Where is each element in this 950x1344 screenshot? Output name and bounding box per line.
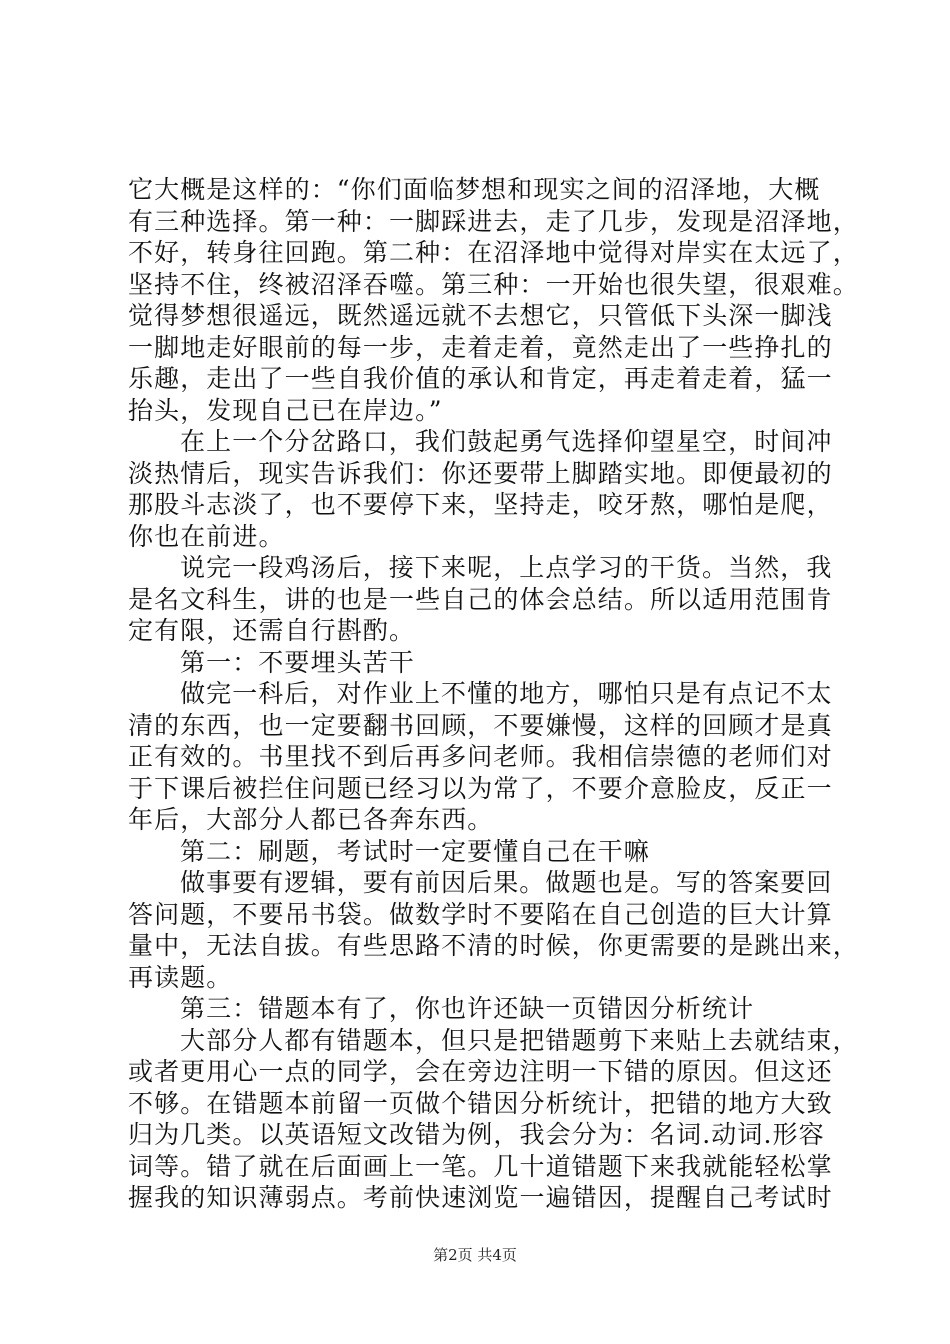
text-line: 定有限，还需自行斟酌。 <box>128 616 416 645</box>
text-line: 觉得梦想很遥远，既然遥远就不去想它，只管低下头深一脚浅 <box>128 301 833 330</box>
text-line: 一脚地走好眼前的每一步，走着走着，竟然走出了一些挣扎的 <box>128 332 833 362</box>
text-line: 你也在前进。 <box>128 521 285 551</box>
text-line: 不好，转身往回跑。第二种：在沼泽地中觉得对岸实在太远了， <box>128 238 859 267</box>
section-heading-first: 第一：不要埋头苦干 <box>180 647 415 677</box>
text-line: 抬头，发现自己已在岸边。” <box>128 395 443 425</box>
text-line: 那股斗志淡了，也不要停下来，坚持走，咬牙熬，哪怕是爬， <box>128 490 833 519</box>
text-line: 词等。错了就在后面画上一笔。几十道错题下来我就能轻松掌 <box>128 1151 833 1181</box>
text-line: 不够。在错题本前留一页做个错因分析统计，把错的地方大致 <box>128 1088 833 1118</box>
text-line: 量中，无法自拔。有些思路不清的时候，你更需要的是跳出来， <box>128 931 859 960</box>
section-heading-third: 第三：错题本有了，你也许还缺一页错因分析统计 <box>180 994 755 1023</box>
text-line: 它大概是这样的：“你们面临梦想和现实之间的沼泽地，大概 <box>128 175 821 204</box>
text-line: 坚持不住，终被沼泽吞噬。第三种：一开始也很失望，很艰难。 <box>128 269 859 299</box>
text-line: 或者更用心一点的同学，会在旁边注明一下错的原因。但这还 <box>128 1057 833 1086</box>
text-line: 握我的知识薄弱点。考前快速浏览一遍错因，提醒自己考试时 <box>128 1183 833 1212</box>
text-line: 答问题，不要吊书袋。做数学时不要陷在自己创造的巨大计算 <box>128 899 833 929</box>
paragraph-start-line: 做事要有逻辑，要有前因后果。做题也是。写的答案要回 <box>180 868 833 897</box>
paragraph-start-line: 说完一段鸡汤后，接下来呢，上点学习的干货。当然，我 <box>180 553 833 582</box>
paragraph-start-line: 在上一个分岔路口，我们鼓起勇气选择仰望星空，时间冲 <box>180 427 833 456</box>
text-line: 乐趣，走出了一些自我价值的承认和肯定，再走着走着，猛一 <box>128 364 833 393</box>
section-heading-second: 第二：刷题，考试时一定要懂自己在干嘛 <box>180 836 650 866</box>
paragraph-start-line: 大部分人都有错题本，但只是把错题剪下来贴上去就结束， <box>180 1025 859 1055</box>
page-footer: 第2页 共4页 <box>433 1246 517 1264</box>
text-line: 年后，大部分人都已各奔东西。 <box>128 805 494 834</box>
text-line: 是名文科生，讲的也是一些自己的体会总结。所以适用范围肯 <box>128 584 833 614</box>
paragraph-start-line: 做完一科后，对作业上不懂的地方，哪怕只是有点记不太 <box>180 679 833 708</box>
text-line: 再读题。 <box>128 962 233 992</box>
text-line: 有三种选择。第一种：一脚踩进去，走了几步，发现是沼泽地， <box>128 206 859 236</box>
text-line: 正有效的。书里找不到后再多问老师。我相信崇德的老师们对 <box>128 742 833 771</box>
text-line: 于下课后被拦住问题已经习以为常了，不要介意脸皮，反正一 <box>128 773 833 803</box>
text-line: 清的东西，也一定要翻书回顾，不要嫌慢，这样的回顾才是真 <box>128 710 833 740</box>
document-body <box>128 174 859 1214</box>
text-line: 淡热情后，现实告诉我们：你还要带上脚踏实地。即便最初的 <box>128 458 833 488</box>
text-line: 归为几类。以英语短文改错为例，我会分为：名词.动词.形容 <box>128 1120 825 1149</box>
